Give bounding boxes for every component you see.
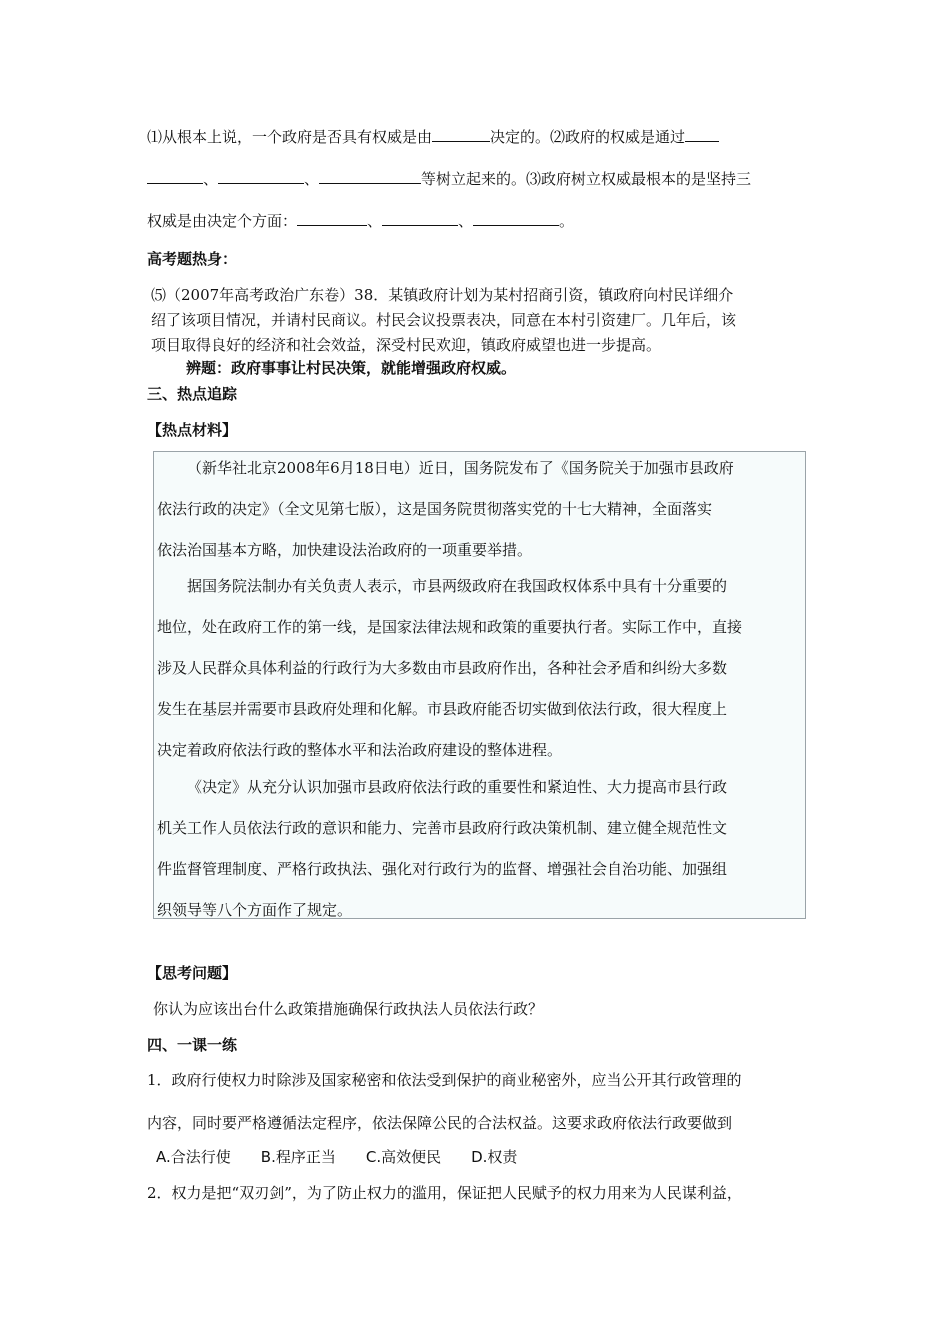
option-d[interactable]: D.权责 [471, 1148, 518, 1166]
exam-question: 辨题：政府事事让村民决策，就能增强政府权威。 [186, 359, 517, 377]
material-line: （新华社北京2008年6月18日电）近日，国务院发布了《国务院关于加强市县政府 [187, 459, 734, 477]
fill-in-line-3 [147, 210, 574, 231]
fill-in-text: 、 [304, 170, 320, 188]
hot-material-box [153, 451, 806, 919]
material-line: 《决定》从充分认识加强市县政府依法行政的重要性和紧迫性、大力提高市县行政 [187, 778, 728, 796]
think-label: 【思考问题】 [147, 964, 238, 982]
fill-in-text: 。 [559, 212, 575, 230]
section-4-heading: 四、一课一练 [147, 1036, 238, 1054]
material-line: 件监督管理制度、严格行政执法、强化对行政行为的监督、增强社会自治功能、加强组 [157, 860, 728, 878]
exam-line: 绍了该项目情况，并请村民商议。村民会议投票表决，同意在本村引资建厂。几年后，该 [151, 311, 737, 329]
question-1-options [156, 1146, 547, 1167]
fill-in-text: 权威是由决定个方面： [147, 212, 298, 230]
fill-in-text: 、 [458, 212, 474, 230]
fill-in-text: 、 [203, 170, 219, 188]
answer-blank[interactable] [685, 127, 719, 142]
fill-in-line-2 [147, 168, 751, 189]
material-line: 据国务院法制办有关负责人表示，市县两级政府在我国政权体系中具有十分重要的 [187, 577, 728, 595]
answer-blank[interactable] [382, 211, 458, 226]
exam-heading: 高考题热身： [147, 250, 238, 268]
material-line: 依法行政的决定》（全文见第七版），这是国务院贯彻落实党的十七大精神，全面落实 [157, 500, 713, 518]
answer-blank[interactable] [432, 127, 490, 142]
material-label: 【热点材料】 [147, 421, 238, 439]
fill-in-text: 等树立起来的。⑶政府树立权威最根本的是坚持三 [421, 170, 752, 188]
material-line: 地位，处在政府工作的第一线，是国家法律法规和政策的重要执行者。实际工作中，直接 [157, 618, 743, 636]
answer-blank[interactable] [473, 211, 559, 226]
answer-blank[interactable] [147, 169, 203, 184]
material-line: 涉及人民群众具体利益的行政行为大多数由市县政府作出，各种社会矛盾和纠纷大多数 [157, 659, 728, 677]
question-2-line: 2．权力是把“双刃剑”，为了防止权力的滥用，保证把人民赋予的权力用来为人民谋利益， [147, 1184, 742, 1202]
answer-blank[interactable] [297, 211, 367, 226]
think-question: 你认为应该出台什么政策措施确保行政执法人员依法行政？ [153, 1000, 544, 1018]
fill-in-text: 、 [367, 212, 383, 230]
fill-in-text: 决定的。⑵政府的权威是通过 [490, 128, 686, 146]
fill-in-text: ⑴从根本上说，一个政府是否具有权威是由 [147, 128, 433, 146]
option-a[interactable]: A.合法行使 [156, 1148, 231, 1166]
material-line: 机关工作人员依法行政的意识和能力、完善市县政府行政决策机制、建立健全规范性文 [157, 819, 728, 837]
material-line: 织领导等八个方面作了规定。 [157, 901, 353, 919]
exam-line: ⑸（2007年高考政治广东卷）38．某镇政府计划为某村招商引资，镇政府向村民详细介 [151, 286, 734, 304]
option-b[interactable]: B.程序正当 [260, 1148, 336, 1166]
question-1-line: 内容，同时要严格遵循法定程序，依法保障公民的合法权益。这要求政府依法行政要做到 [147, 1114, 733, 1132]
material-line: 发生在基层并需要市县政府处理和化解。市县政府能否切实做到依法行政，很大程度上 [157, 700, 728, 718]
exam-line: 项目取得良好的经济和社会效益，深受村民欢迎，镇政府威望也进一步提高。 [151, 336, 662, 354]
section-3-heading: 三、热点追踪 [147, 385, 238, 403]
answer-blank[interactable] [319, 169, 421, 184]
material-line: 依法治国基本方略，加快建设法治政府的一项重要举措。 [157, 541, 533, 559]
question-1-line: 1．政府行使权力时除涉及国家秘密和依法受到保护的商业秘密外，应当公开其行政管理的 [147, 1071, 742, 1089]
material-line: 决定着政府依法行政的整体水平和法治政府建设的整体进程。 [157, 741, 563, 759]
fill-in-line-1 [147, 126, 719, 147]
option-c[interactable]: C.高效便民 [365, 1148, 442, 1166]
answer-blank[interactable] [218, 169, 304, 184]
